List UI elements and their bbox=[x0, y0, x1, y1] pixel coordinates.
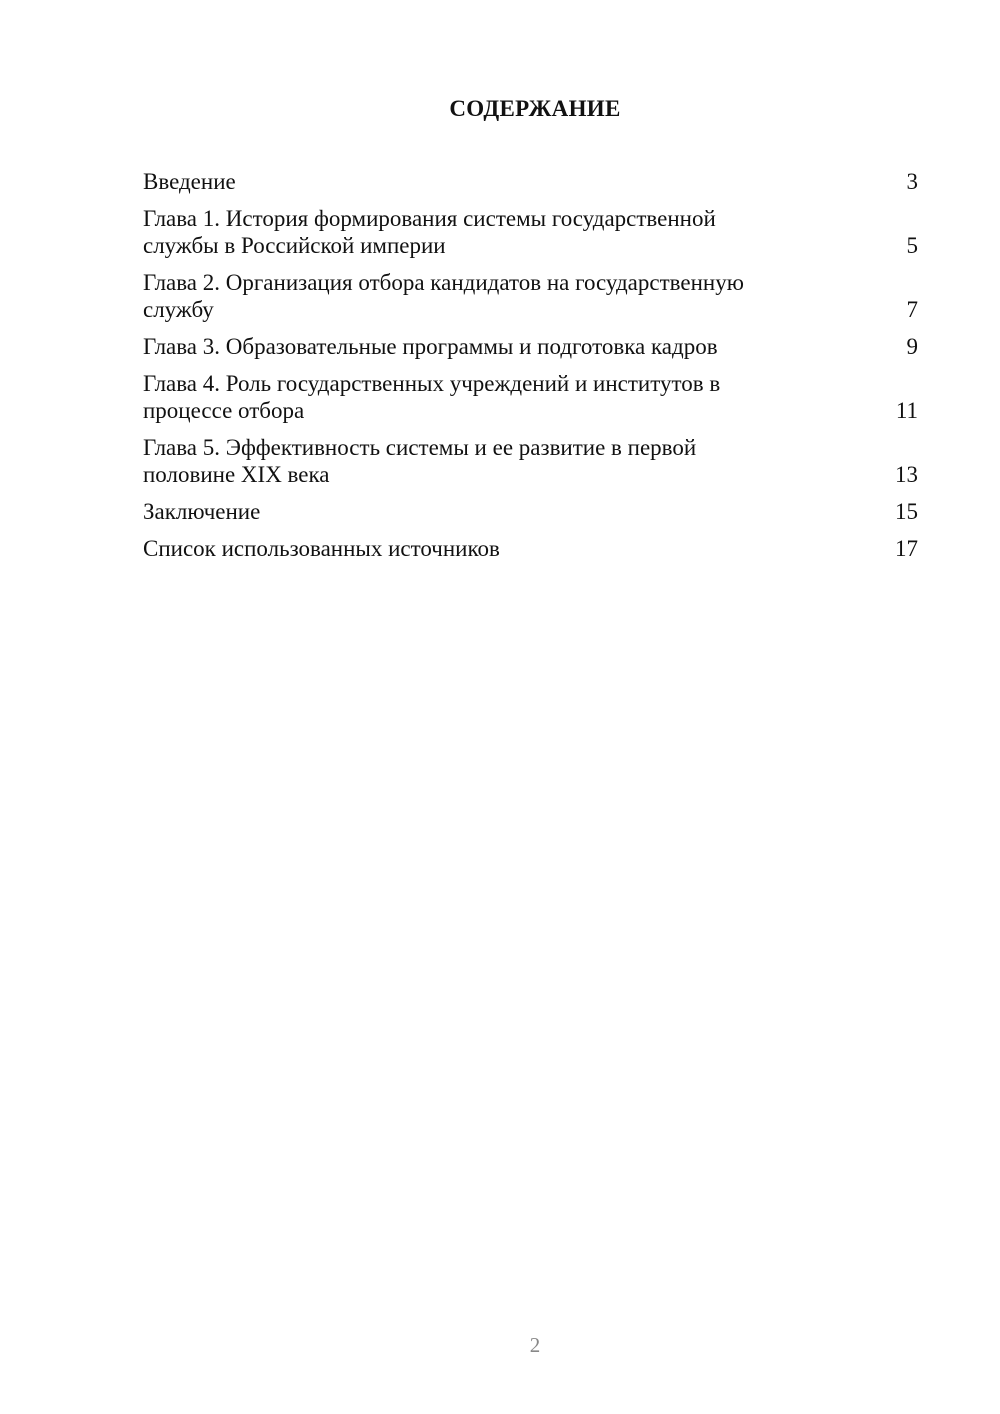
toc-entry-conclusion bbox=[143, 498, 918, 525]
toc-entry-page: 11 bbox=[895, 398, 918, 423]
toc-entry-page: 5 bbox=[906, 233, 918, 258]
page-number: 2 bbox=[529, 1333, 541, 1357]
toc-entry-text: Введение bbox=[143, 169, 236, 194]
toc-entry-text: Заключение bbox=[143, 499, 261, 524]
toc-entry-introduction bbox=[143, 168, 918, 195]
toc-entry-text: Глава 3. Образовательные программы и подготовка кадров bbox=[143, 334, 718, 359]
toc-title: СОДЕРЖАНИЕ bbox=[449, 96, 621, 121]
toc-entry-chapter-1 bbox=[143, 205, 918, 259]
toc-entry-text: Глава 1. История формирования системы государственной службы в Российской империи bbox=[143, 206, 716, 258]
toc-entry-text: Глава 5. Эффективность системы и ее развитие в первой половине XIX века bbox=[143, 435, 697, 487]
toc-entry-chapter-2 bbox=[143, 269, 918, 323]
toc-entry-chapter-4 bbox=[143, 370, 918, 424]
table-of-contents bbox=[143, 168, 918, 572]
toc-entry-chapter-3 bbox=[143, 333, 918, 360]
toc-entry-references bbox=[143, 535, 918, 562]
toc-entry-page: 13 bbox=[895, 462, 918, 487]
toc-entry-chapter-5 bbox=[143, 434, 918, 488]
toc-entry-text: Список использованных источников bbox=[143, 536, 500, 561]
toc-entry-page: 7 bbox=[906, 297, 918, 322]
toc-entry-text: Глава 4. Роль государственных учреждений и институтов в процессе отбора bbox=[143, 371, 721, 423]
toc-entry-page: 15 bbox=[895, 499, 918, 524]
toc-entry-page: 9 bbox=[906, 334, 918, 359]
toc-entry-text: Глава 2. Организация отбора кандидатов на государственную службу bbox=[143, 270, 744, 322]
toc-entry-page: 17 bbox=[895, 536, 918, 561]
toc-entry-page: 3 bbox=[906, 169, 918, 194]
